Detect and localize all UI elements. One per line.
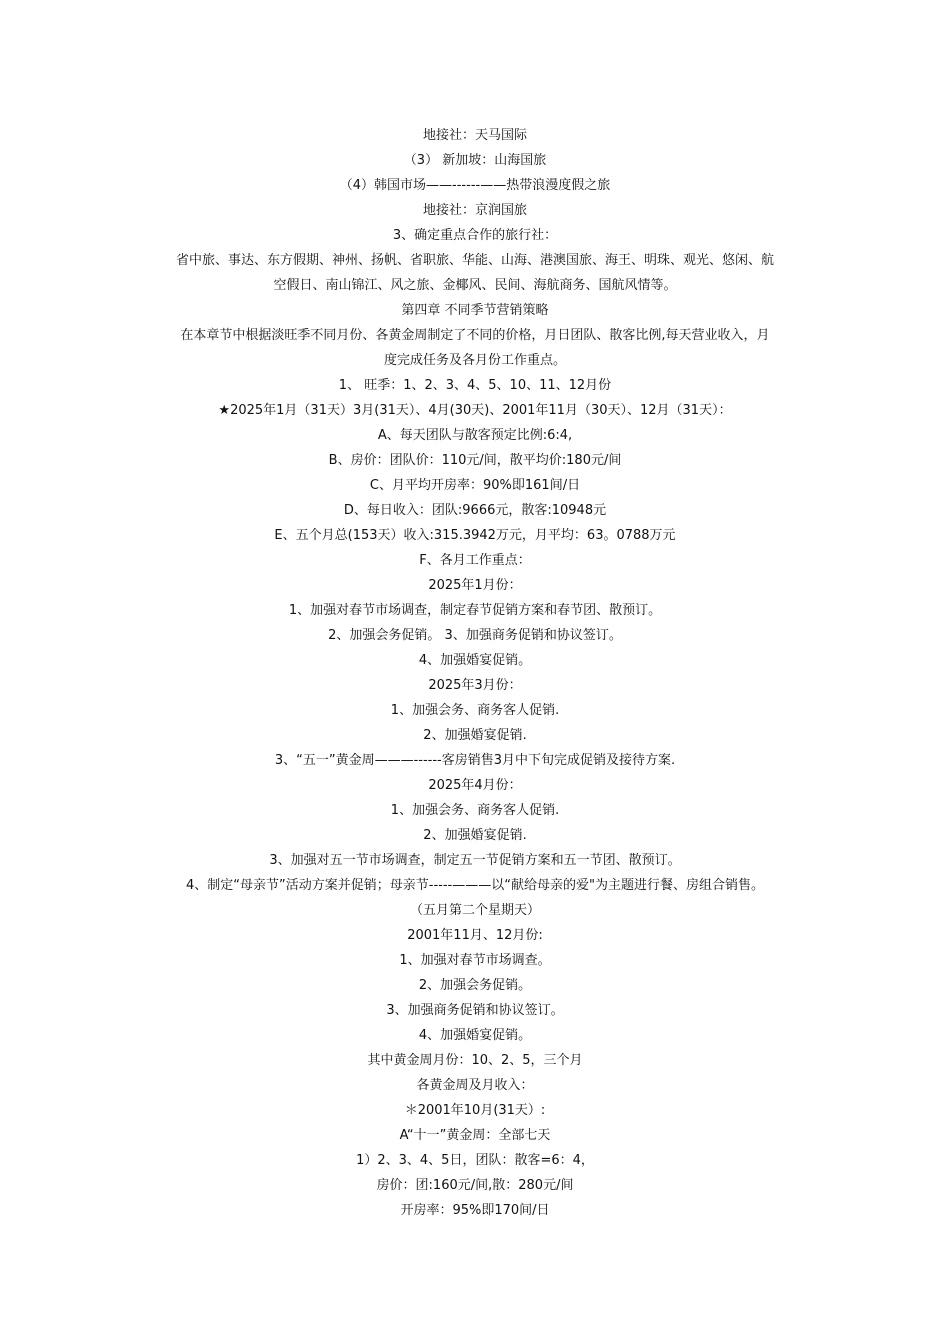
text-line: 省中旅、事达、东方假期、神州、扬帆、省职旅、华能、山海、港澳国旅、海王、明珠、观光、悠闲、航 <box>175 253 774 268</box>
text-line: 2、加强婚宴促销. <box>423 728 527 743</box>
text-line: 开房率：95%即170间/日 <box>400 1203 550 1218</box>
text-line: 2、加强会务促销。 <box>418 978 532 993</box>
text-line: A“十一”黄金周：全部七天 <box>399 1128 551 1143</box>
text-line: 各黄金周及月收入： <box>416 1078 534 1093</box>
text-line: （五月第二个星期天） <box>409 903 540 918</box>
text-line: 地接社：京润国旅 <box>422 203 527 218</box>
text-line: 1、加强对春节市场调查。 <box>399 953 551 968</box>
text-line: 空假日、南山锦江、风之旅、金椰风、民间、海航商务、国航风情等。 <box>273 278 677 293</box>
text-line: C、月平均开房率：90%即161间/日 <box>369 478 581 493</box>
text-line: ＊2001年10月(31天）: <box>404 1103 546 1118</box>
text-line: 4、制定“母亲节”活动方案并促销；母亲节-----———以“献给母亲的爱"为主题进行餐、房组合销售。 <box>186 878 764 893</box>
text-line: B、房价：团队价：110元/间，散平均价:180元/间 <box>328 453 622 468</box>
text-line: 1、加强会务、商务客人促销. <box>390 803 560 818</box>
chapter-title: 第四章 不同季节营销策略 <box>401 303 549 318</box>
text-line: 在本章节中根据淡旺季不同月份、各黄金周制定了不同的价格，月日团队、散客比例,每天营业收入，月 <box>180 328 770 343</box>
text-line: 4、加强婚宴促销。 <box>418 1028 532 1043</box>
text-line: （4）韩国市场——------——热带浪漫度假之旅 <box>339 178 611 193</box>
section-heading: 3、确定重点合作的旅行社： <box>392 228 558 243</box>
text-line: 度完成任务及各月份工作重点。 <box>383 353 566 368</box>
text-line: 1、加强对春节市场调查，制定春节促销方案和春节团、散预订。 <box>288 603 662 618</box>
text-line: 地接社：天马国际 <box>422 128 527 143</box>
text-line: 2、加强会务促销。 3、加强商务促销和协议签订。 <box>328 628 622 643</box>
document-body <box>0 123 950 1223</box>
text-line: 3、加强商务促销和协议签订。 <box>386 1003 564 1018</box>
text-line: 4、加强婚宴促销。 <box>418 653 532 668</box>
month-heading: 2001年11月、12月份: <box>407 928 543 943</box>
text-line: 其中黄金周月份：10、2、5，三个月 <box>367 1053 583 1068</box>
text-line: D、每日收入：团队:9666元，散客:10948元 <box>343 503 607 518</box>
text-line: 1、加强会务、商务客人促销. <box>390 703 560 718</box>
text-line: 3、“五一”黄金周———------客房销售3月中下旬完成促销及接待方案. <box>274 753 676 768</box>
text-line: 1）2、3、4、5日，团队：散客=6：4， <box>356 1153 594 1168</box>
month-heading: 2025年4月份： <box>428 778 522 793</box>
text-line: A、每天团队与散客预定比例:6:4, <box>377 428 573 443</box>
text-line: （3） 新加坡：山海国旅 <box>403 153 547 168</box>
text-line: 房价：团:160元/间,散：280元/间 <box>376 1178 574 1193</box>
text-line: 3、加强对五一节市场调查，制定五一节促销方案和五一节团、散预订。 <box>269 853 681 868</box>
month-heading: 2025年3月份： <box>428 678 522 693</box>
text-line: 2、加强婚宴促销. <box>423 828 527 843</box>
month-heading: 2025年1月份： <box>428 578 522 593</box>
text-line: E、五个月总(153天）收入:315.3942万元，月平均：63。0788万元 <box>274 528 676 543</box>
section-heading: 1、 旺季：1、2、3、4、5、10、11、12月份 <box>338 378 612 393</box>
text-line: F、各月工作重点： <box>419 553 531 568</box>
text-line: ★2025年1月（31天）3月(31天）、4月(30天)、2001年11月（30天）、12月（31天）： <box>218 403 732 418</box>
